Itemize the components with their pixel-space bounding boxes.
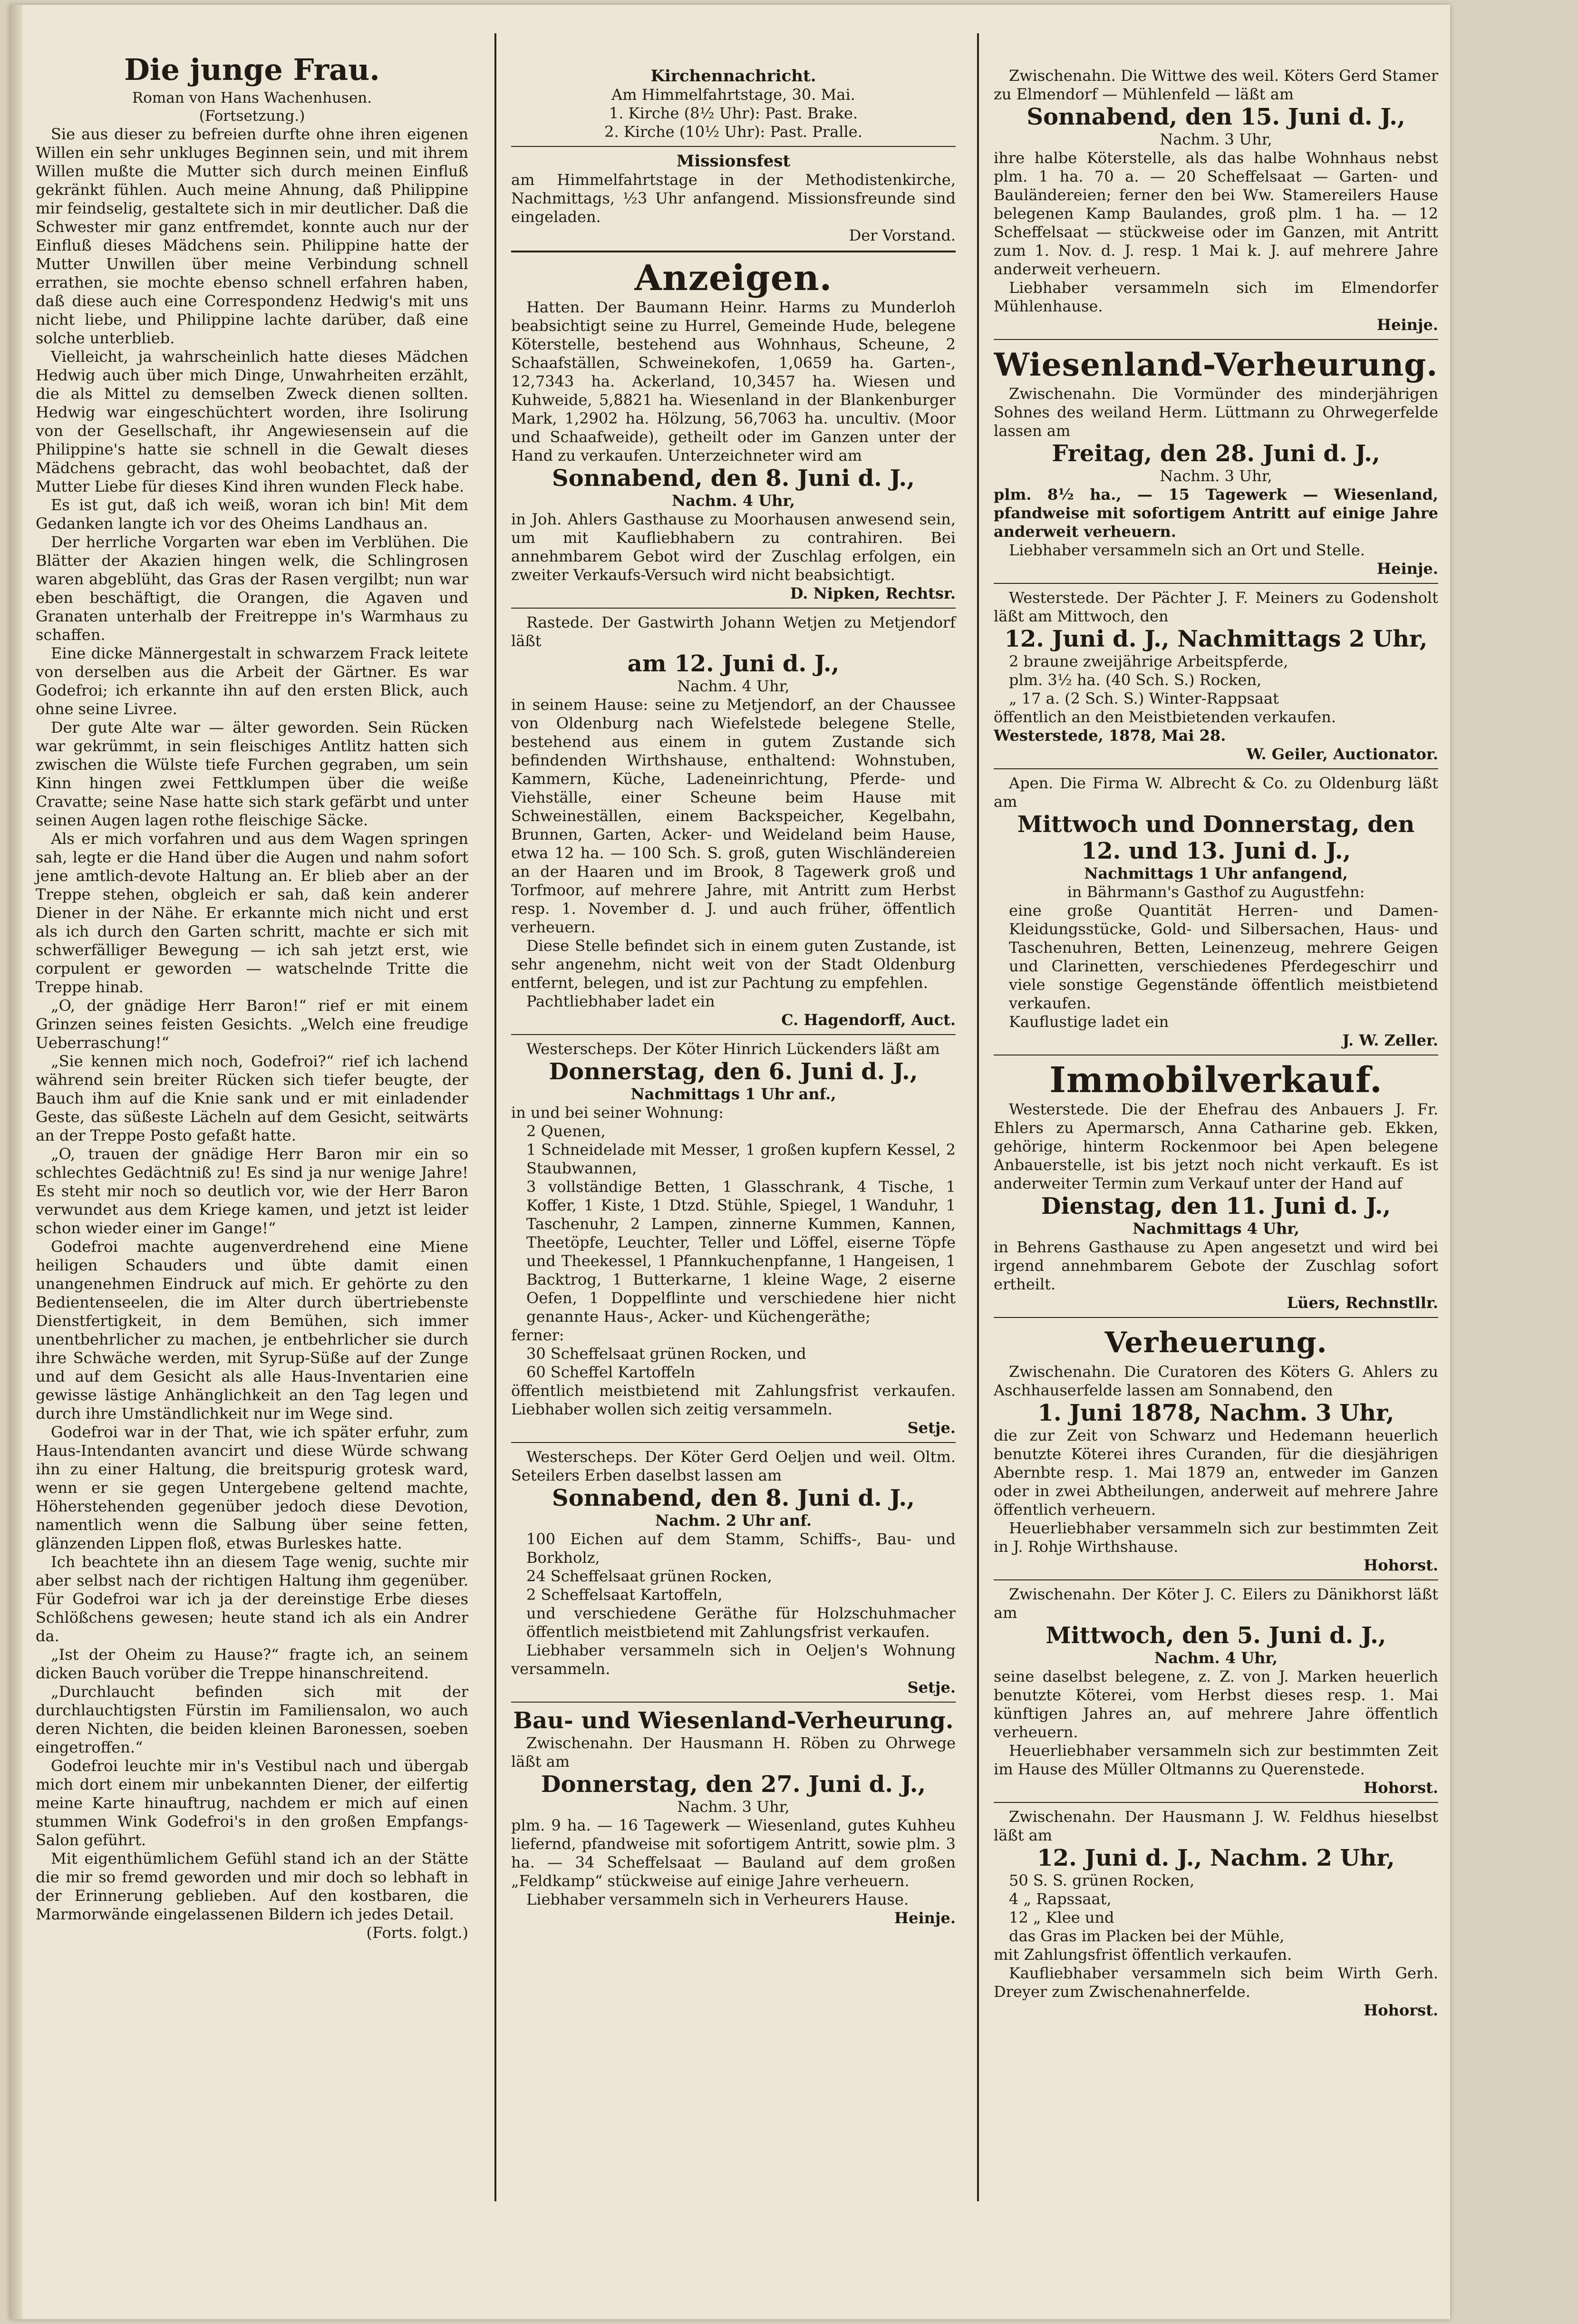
ad-list-item: 2 braune zweijährige Arbeitspferde, xyxy=(1009,652,1288,670)
ad-date: 1. Juni 1878, Nachm. 3 Uhr, xyxy=(1037,1400,1394,1426)
ad-text: Liebhaber versammeln sich im Elmendorfer Mühlenhause. xyxy=(994,279,1438,315)
ad-text: Kauflustige ladet ein xyxy=(1009,1013,1169,1031)
ad-text: öffentlich meistbietend mit Zahlungsfrist verkaufen. Liebhaber wollen sich zeitig versammeln. xyxy=(511,1382,956,1418)
ad-text: Westerscheps. Der Köter Gerd Oeljen und weil. Oltm. Seteilers Erben daselbst lassen am xyxy=(511,1448,956,1484)
ad-list-item: und verschiedene Geräthe für Holzschuhmacher öffentlich meistbietend mit Zahlungsfrist verkaufen. xyxy=(526,1604,956,1641)
ad-text: öffentlich an den Meistbietenden verkaufen. xyxy=(994,708,1336,726)
ad-date: Sonnabend, den 8. Juni d. J., xyxy=(552,465,915,492)
story-paragraph: Als er mich vorfahren und aus dem Wagen springen sah, legte er die Hand über die Augen und nahm sofort jene amtlich-devote Haltung an. Er blieb aber an der Treppe stehen, obgleich er sah, daß kein anderer Diener in der Nähe. Er erkannte mich nicht und erst als ich durch den Garten schritt, machte er sich mit schwerfälliger Bewegung — ich sah jetzt erst, wie corpulent er geworden — watschelnde Tritte die Treppe hinab. xyxy=(36,830,468,996)
ad-text: Zwischenahn. Der Hausmann J. W. Feldhus hieselbst läßt am xyxy=(994,1808,1438,1844)
story-paragraph: Godefroi machte augenverdrehend eine Miene heiligen Schauders und übte damit einen unangenehmen Eindruck auf mich. Er gehörte zu den Bedientenseelen, die im Alter durch übertriebenste Dienstfertigkeit, in dem Bemühen, sich immer unentbehrlicher zu machen, je entbehrlicher sie durch ihre Schwäche werden, mit Syrup-Süße auf der Zunge und auf dem Gesicht als alle Haus-Inventarien eine gewisse lästige Anhänglichkeit an den Tag legen und durch ihre Umständlichkeit nur im Wege sind. xyxy=(36,1238,468,1423)
ad-text: Zwischenahn. Der Köter J. C. Eilers zu Dänikhorst läßt am xyxy=(994,1585,1438,1622)
ad-date: Sonnabend, den 8. Juni d. J., xyxy=(552,1485,915,1511)
ad-signature: D. Nipken, Rechtsr. xyxy=(790,584,956,602)
story-paragraph: „O, trauen der gnädige Herr Baron mir ein so schlechtes Gedächtniß zu! Es sind ja nur wenige Jahre! Es steht mir noch so deutlich vor, wie der Herr Baron verwundet aus dem Kriege kamen, und jetzt ist leider schon wieder einer im Gange!“ xyxy=(36,1145,468,1237)
ad-time: Nachm. 3 Uhr, xyxy=(677,1798,790,1816)
ad-zwischenahn-stamer xyxy=(994,67,1438,334)
story-paragraph: Eine dicke Männergestalt in schwarzem Frack leitete von derselben aus die Arbeit der Gärtner. Es war Godefroi; ich erkannte ihn auf den ersten Blick, auch ohne seine Livree. xyxy=(36,644,468,718)
mission-text: am Himmelfahrtstage in der Methodistenkirche, Nachmittags, ½3 Uhr anfangend. Missionsfreunde sind eingeladen. xyxy=(511,171,956,226)
story-paragraph: Ich beachtete ihn an diesem Tage wenig, suchte mir aber selbst nach der richtigen Haltung ihm gegenüber. Für Godefroi war ich ja der dereinstige Erbe dieses Schlößchens gewesen; heute stand ich als ein Andrer da. xyxy=(36,1553,468,1645)
ad-date: Sonnabend, den 15. Juni d. J., xyxy=(1026,104,1405,130)
ad-list-item: 60 Scheffel Kartoffeln xyxy=(526,1363,696,1381)
ad-time: Nachmittags 4 Uhr, xyxy=(1133,1220,1299,1238)
ad-date: 12. Juni d. J., Nachmittags 2 Uhr, xyxy=(1004,626,1428,652)
church-line: 2. Kirche (10½ Uhr): Past. Pralle. xyxy=(604,123,862,141)
divider xyxy=(511,1702,956,1703)
ad-signature: Setje. xyxy=(907,1419,956,1437)
ad-hatten xyxy=(511,298,956,603)
ad-text: Zwischenahn. Die Curatoren des Köters G. Ahlers zu Aschhauserfelde lassen am Sonnabend, den xyxy=(994,1363,1438,1399)
story-end-note: (Forts. folgt.) xyxy=(366,1924,468,1942)
ad-signature: W. Geiler, Auctionator. xyxy=(1246,745,1438,763)
ad-signature: Setje. xyxy=(907,1678,956,1696)
church-notice-title: Kirchennachricht. xyxy=(650,67,816,86)
ad-text: die zur Zeit von Schwarz und Hedemann heuerlich benutzte Köterei ihres Curanden, für die diesjährigen Abernbte resp. 1. Mai 1879 an, entweder im Ganzen oder in zwei Abtheilungen, anderweit auf mehrere Jahre öffentlich verheuern. xyxy=(994,1426,1438,1519)
ad-list-item: 12 „ Klee und xyxy=(1009,1908,1114,1927)
ad-heading: Wiesenland-Verheurung. xyxy=(994,346,1438,383)
ad-time: Nachmittags 1 Uhr anfangend, xyxy=(1084,864,1348,882)
ad-list-item: 50 S. S. grünen Rocken, xyxy=(1009,1871,1195,1889)
story-body xyxy=(36,125,468,1924)
ad-list-item: 2 Quenen, xyxy=(526,1122,606,1140)
divider xyxy=(994,1317,1438,1318)
ad-text: Liebhaber versammeln sich in Verheurers Hause. xyxy=(526,1890,909,1908)
story-paragraph: Godefroi war in der That, wie ich später erfuhr, zum Haus-Intendanten avancirt und diese Würde schwang ihn zu einer Haltung, die breitspurig grotesk ward, wenn er sie gegen Untergebene geltend machte, Höherstehenden gegenüber jedoch diese Devotion, namentlich wenn die Salbung über seine fetten, glänzenden Lippen floß, etwas Burleskes hatte. xyxy=(36,1423,468,1552)
ad-text: Zwischenahn. Die Wittwe des weil. Köters Gerd Stamer zu Elmendorf — Mühlenfeld — läßt am xyxy=(994,67,1438,103)
divider xyxy=(511,608,956,609)
ads-heading: Anzeigen. xyxy=(634,258,833,299)
ad-text: Westerstede. Der Pächter J. F. Meiners zu Godensholt läßt am Mittwoch, den xyxy=(994,589,1438,625)
ad-signature: C. Hagendorff, Auct. xyxy=(781,1011,956,1029)
ad-date: am 12. Juni d. J., xyxy=(627,650,840,677)
ad-zwischenahn-roeben xyxy=(511,1707,956,1927)
ad-signature: Hohorst. xyxy=(1364,1779,1438,1797)
ad-time: Nachm. 4 Uhr, xyxy=(677,677,790,695)
ad-rastede xyxy=(511,613,956,1029)
story-subtitle: Roman von Hans Wachenhusen. xyxy=(132,89,372,107)
ad-apen-albrecht xyxy=(994,774,1438,1050)
ad-date: Mittwoch und Donnerstag, den 12. und 13. Juni d. J., xyxy=(1017,811,1415,864)
ad-text: in und bei seiner Wohnung: xyxy=(511,1104,724,1122)
ad-text: plm. 9 ha. — 16 Tagewerk — Wiesenland, gutes Kuhheu liefernd, pfandweise mit sofortigem Antritt, sowie plm. 3 ha. — 34 Scheffelsaat — Bauland auf dem großen „Feldkamp“ stückweise auf einige Jahre verheuern. xyxy=(511,1816,956,1890)
ad-heading: Bau- und Wiesenland-Verheurung. xyxy=(513,1707,954,1734)
ad-wiesenland-verheurung xyxy=(994,345,1438,578)
divider xyxy=(511,251,956,252)
story-paragraph: Vielleicht, ja wahrscheinlich hatte dieses Mädchen Hedwig auch über mich Dinge, Unwahrheiten erzählt, die als Mittel zu demselben Zweck dienen sollten. Hedwig war eingeschüchtert worden, ihre Isolirung von der Gesellschaft, ihr Angewiesensein auf die Philippine's hatte sie schnell in die Gewalt dieses Mädchens gebracht, das wohl beobachtet, daß der Mutter Liebe für dieses Kind ihren wunden Fleck habe. xyxy=(36,348,468,495)
column-serial-story xyxy=(14,5,478,2319)
ad-text: Westerscheps. Der Köter Hinrich Lückenders läßt am xyxy=(526,1040,940,1058)
ad-text: Zwischenahn. Der Hausmann H. Röben zu Ohrwege läßt am xyxy=(511,1734,956,1771)
ad-text: plm. 8½ ha., — 15 Tagewerk — Wiesenland, pfandweise mit sofortigem Antritt auf einige Jahre anderweit verheuern. xyxy=(994,485,1438,541)
ad-text: ferner: xyxy=(511,1326,564,1344)
ad-heading: Immobilverkauf. xyxy=(1049,1060,1383,1101)
ad-text: ihre halbe Köterstelle, als das halbe Wohnhaus nebst plm. 1 ha. 70 a. — 20 Scheffelsaat — Garten- und Bauländereien; ferner den bei Ww. Stamereilers Hause belegenen Kamp Baulandes, groß plm. 1 ha. — 12 Scheffelsaat — stückweise oder im Ganzen, mit Antritt zum 1. Nov. d. J. resp. 1 Mai k. J. auf mehrere Jahre anderweit verheuern. xyxy=(994,149,1438,278)
ad-verheuerung-ahlers xyxy=(994,1323,1438,1575)
ad-text: Kaufliebhaber versammeln sich beim Wirth Gerh. Dreyer zum Zwischenahnerfelde. xyxy=(994,1964,1438,2001)
ad-text: Hatten. Der Baumann Heinr. Harms zu Munderloh beabsichtigt seine zu Hurrel, Gemeinde Hude, belegene Köterstelle, bestehend aus Wohnhaus, Scheune, 2 Schaafställen, Schweinekofen, 1,0659 ha. Garten-, 12,7343 ha. Ackerland, 10,3457 ha. Wiesen und Kuhweide, 5,8821 ha. Wiesenland in der Blankenburger Mark, 1,2902 ha. Hölzung, 56,7063 ha. uncultiv. (Moor und Schaafweide), getheilt oder im Ganzen unter der Hand zu verkaufen. Unterzeichneter wird am xyxy=(511,298,956,465)
ad-list-item: 24 Scheffelsaat grünen Rocken, xyxy=(526,1567,772,1585)
ad-date: Donnerstag, den 27. Juni d. J., xyxy=(541,1771,926,1798)
ad-signature: Heinje. xyxy=(1376,316,1438,334)
ad-time: Nachm. 3 Uhr, xyxy=(1160,130,1272,148)
ad-text: Liebhaber versammeln sich an Ort und Stelle. xyxy=(1009,541,1365,559)
ad-text: mit Zahlungsfrist öffentlich verkaufen. xyxy=(994,1946,1292,1964)
ad-list-item: plm. 3½ ha. (40 Sch. S.) Rocken, xyxy=(1009,671,1262,689)
ad-date: Mittwoch, den 5. Juni d. J., xyxy=(1046,1622,1386,1649)
ad-text: Zwischenahn. Die Vormünder des minderjährigen Sohnes des weiland Herm. Lüttmann zu Ohrwegerfelde lassen am xyxy=(994,385,1438,440)
ad-signature: Hohorst. xyxy=(1364,1556,1438,1574)
newspaper-page xyxy=(10,5,1450,2319)
ad-heading: Verheuerung. xyxy=(1104,1326,1327,1359)
ad-list-item: 3 vollständige Betten, 1 Glasschrank, 4 Tische, 1 Koffer, 1 Kiste, 1 Dtzd. Stühle, Spiegel, 1 Wanduhr, 1 Taschenuhr, 2 Lampen, zinnerne Kummen, Kannen, Theetöpfe, Leuchter, Teller und Löffel, eiserne Töpfe und Theekessel, 1 Pfannkuchenpfanne, 1 Hangeisen, 1 Backtrog, 1 Butterkarne, 1 kleine Wage, 2 eiserne Oefen, 1 Doppelflinte und verschiedene hier nicht genannte Haus-, Acker- und Küchengeräthe; xyxy=(526,1178,956,1326)
divider xyxy=(511,146,956,147)
ad-text: Heuerliebhaber versammeln sich zur bestimmten Zeit in J. Rohje Wirthshause. xyxy=(994,1519,1438,1556)
story-paragraph: Mit eigenthümlichem Gefühl stand ich an der Stätte die mir so fremd geworden und mir doch so lebhaft in der Erinnerung geblieben. Auf den kostbaren, die Marmorwände eingelassenen Bildern ich jedes Detail. xyxy=(36,1850,468,1923)
ad-list-item: 2 Scheffelsaat Kartoffeln, xyxy=(526,1586,723,1604)
ad-text: eine große Quantität Herren- und Damen-Kleidungsstücke, Gold- und Silbersachen, Haus- und Taschenuhren, Betten, Leinenzeug, mehrere Geigen und Clarinetten, verschiedenes Pferdegeschirr und viele sonstige Gegenstände öffentlich meistbietend verkaufen. xyxy=(1009,901,1438,1012)
ad-text: in Bährmann's Gasthof zu Augustfehn: xyxy=(1067,883,1365,901)
ad-signature: Hohorst. xyxy=(1364,2001,1438,2019)
mission-signature: Der Vorstand. xyxy=(849,226,956,244)
column-rule xyxy=(977,33,979,2201)
ad-text: in Behrens Gasthause zu Apen angesetzt und wird bei irgend annehmbarem Gebote der Zuschlag sofort ertheilt. xyxy=(994,1238,1438,1293)
divider xyxy=(511,1442,956,1443)
ad-text: seine daselbst belegene, z. Z. von J. Marken heuerlich benutzte Köterei, vom Herbst dieses resp. 1. Mai künftigen Jahres an, auf mehrere Jahre öffentlich verheuern. xyxy=(994,1667,1438,1741)
ad-signature: Lüers, Rechnstllr. xyxy=(1287,1294,1438,1312)
ad-time: Nachm. 4 Uhr, xyxy=(1154,1649,1278,1667)
ad-place-date: Westerstede, 1878, Mai 28. xyxy=(994,726,1226,745)
divider xyxy=(994,768,1438,769)
column-ads xyxy=(984,5,1448,2319)
ad-list-item: 4 „ Rapssaat, xyxy=(1009,1890,1112,1908)
ad-text: Heuerliebhaber versammeln sich zur bestimmten Zeit im Hause des Müller Oltmanns zu Querenstede. xyxy=(994,1742,1438,1778)
ad-signature: Heinje. xyxy=(894,1909,956,1927)
ad-text: in seinem Hause: seine zu Metjendorf, an der Chaussee von Oldenburg nach Wiefelstede belegene Stelle, bestehend aus einem in gutem Zustande sich befindenden Wirthshause, enthaltend: Wohnstuben, Kammern, Küche, Ladeneinrichtung, Pferde- und Viehställe, einer Scheune beim Hause mit Schweineställen, einem Backspeicher, Kegelbahn, Brunnen, Garten, Acker- und Weideland beim Hause, etwa 12 ha. — 100 Sch. S. groß, guten Wischländereien an der Haaren und im Brook, 8 Tagewerk groß und Torfmoor, auf mehrere Jahre, mit Antritt zum Herbst resp. 1. November d. J. und auch früher, öffentlich verheuern. xyxy=(511,696,956,936)
ad-zwischenahn-eilers xyxy=(994,1585,1438,1797)
ad-date: 12. Juni d. J., Nachm. 2 Uhr, xyxy=(1037,1845,1395,1871)
church-line: 1. Kirche (8½ Uhr): Past. Brake. xyxy=(609,104,858,122)
ad-list-item: 100 Eichen auf dem Stamm, Schiffs-, Bau- und Borkholz, xyxy=(526,1530,956,1567)
ad-text: Liebhaber versammeln sich in Oeljen's Wohnung versammeln. xyxy=(511,1641,956,1678)
ad-text: Apen. Die Firma W. Albrecht & Co. zu Oldenburg läßt am xyxy=(994,774,1438,811)
ad-signature: J. W. Zeller. xyxy=(1342,1031,1438,1049)
story-title: Die junge Frau. xyxy=(124,52,380,87)
story-paragraph: Der gute Alte war — älter geworden. Sein Rücken war gekrümmt, in sein fleischiges Antlitz hatten sich zwischen die Wülste tiefe Furchen gegraben, um sein Kinn hingen zwei Fettklumpen über die weiße Cravatte; seine Nase hatte sich stark gefärbt und unter seinen Augen lagen rothe fleischige Säcke. xyxy=(36,718,468,829)
ad-westerstede-meiners xyxy=(994,589,1438,764)
ad-list-item: 1 Schneidelade mit Messer, 1 großen kupfern Kessel, 2 Staubwannen, xyxy=(526,1141,956,1177)
church-line: Am Himmelfahrtstage, 30. Mai. xyxy=(611,86,855,104)
ad-time: Nachm. 2 Uhr anf. xyxy=(655,1511,812,1530)
ad-date: Dienstag, den 11. Juni d. J., xyxy=(1041,1193,1391,1220)
divider xyxy=(994,583,1438,584)
story-paragraph: Es ist gut, daß ich weiß, woran ich bin! Mit dem Gedanken langte ich vor des Oheims Landhaus an. xyxy=(36,496,468,533)
ad-zwischenahn-feldhus xyxy=(994,1808,1438,2020)
ad-text: Pachtliebhaber ladet ein xyxy=(526,992,715,1010)
divider xyxy=(994,1579,1438,1580)
ad-date: Freitag, den 28. Juni d. J., xyxy=(1052,440,1380,467)
ad-signature: Heinje. xyxy=(1376,560,1438,578)
ad-list-item: 30 Scheffelsaat grünen Rocken, und xyxy=(526,1345,806,1363)
story-continuation: (Fortsetzung.) xyxy=(199,107,305,125)
story-paragraph: Der herrliche Vorgarten war eben im Verblühen. Die Blätter der Akazien hingen welk, die Schlingrosen waren abgeblüht, das Gras der Rasen vergilbt; nun war eben beschäftigt, die Orangen, die Agaven und Granaten unterhalb der Freitreppe in's Warmhaus zu schaffen. xyxy=(36,533,468,644)
ad-list-item: das Gras im Placken bei der Mühle, xyxy=(1009,1927,1285,1945)
ad-text: Diese Stelle befindet sich in einem guten Zustande, ist sehr angenehm, nicht weit von der Stadt Oldenburg entfernt, belegen, und ist zur Pachtung zu empfehlen. xyxy=(511,937,956,992)
column-church-and-ads xyxy=(502,5,965,2319)
ad-westerscheps-2 xyxy=(511,1448,956,1697)
ad-text: in Joh. Ahlers Gasthause zu Moorhausen anwesend sein, um mit Kaufliebhabern zu contrahiren. Bei annehmbarem Gebot wird der Zuschlag erfolgen, ein zweiter Verkaufs-Versuch wird nicht beabsichtigt. xyxy=(511,510,956,584)
ad-text: Rastede. Der Gastwirth Johann Wetjen zu Metjendorf läßt xyxy=(511,613,956,650)
ad-time: Nachm. 4 Uhr, xyxy=(671,492,795,510)
ad-list-item: „ 17 a. (2 Sch. S.) Winter-Rappsaat xyxy=(1009,689,1279,707)
story-paragraph: „O, der gnädige Herr Baron!“ rief er mit einem Grinzen seines feisten Gesichts. „Welch eine freudige Ueberraschung!“ xyxy=(36,997,468,1052)
ad-immobilverkauf xyxy=(994,1060,1438,1312)
column-rule xyxy=(494,33,496,2201)
ad-date: Donnerstag, den 6. Juni d. J., xyxy=(549,1058,918,1085)
divider xyxy=(994,1802,1438,1803)
ad-time: Nachmittags 1 Uhr anf., xyxy=(630,1085,836,1103)
story-paragraph: Sie aus dieser zu befreien durfte ohne ihren eigenen Willen ein sehr unkluges Beginnen sein, und mit ihrem Willen mußte die Mutter sich durch meinen Einfluß gekränkt fühlen. Auch meine Ahnung, daß Philippine mir feindselig, gestaltete sich in mir deutlicher. Daß die Schwester mir ganz entfremdet, konnte auch nur der Einfluß dieses Mädchens sein. Philippine hatte der Mutter Unwillen über meine Verbindung schnell errathen, sie mochte ebenso schnell erfahren haben, daß diese auch eine Correspondenz Hedwig's mit uns nicht liebe, und Philippine lachte darüber, daß eine solche unterblieb. xyxy=(36,125,468,347)
divider xyxy=(994,339,1438,340)
story-paragraph: „Ist der Oheim zu Hause?“ fragte ich, an seinem dicken Bauch vorüber die Treppe hinanschreitend. xyxy=(36,1646,468,1682)
ad-text: Westerstede. Die der Ehefrau des Anbauers J. Fr. Ehlers zu Apermarsch, Anna Catharine geb. Ekken, gehörige, hinterm Rockenmoor bei Apen belegene Anbauerstelle, ist bis jetzt noch nicht verkauft. Es ist anderweiter Termin zum Verkauf unter der Hand auf xyxy=(994,1100,1438,1192)
story-paragraph: Godefroi leuchte mir in's Vestibul nach und übergab mich dort einem mir unbekannten Diener, der eilfertig meine Karte hinauftrug, nachdem er mich auf einen stummen Wink Godefroi's in den großen Empfangs-Salon geführt. xyxy=(36,1757,468,1849)
ad-time: Nachm. 3 Uhr, xyxy=(1160,467,1272,485)
story-paragraph: „Sie kennen mich noch, Godefroi?“ rief ich lachend während sein breiter Rücken sich tiefer beugte, der Bauch ihm auf die Knie sank und er mit einladender Geste, das süßeste Lächeln auf dem Gesicht, seitwärts an der Treppe Posto gefaßt hatte. xyxy=(36,1052,468,1144)
ad-westerscheps-1 xyxy=(511,1040,956,1437)
story-paragraph: „Durchlaucht befinden sich mit der durchlauchtigsten Fürstin im Familiensalon, wo auch deren Nichten, die beiden kleinen Baronessen, soeben eingetroffen.“ xyxy=(36,1683,468,1756)
mission-title: Missionsfest xyxy=(676,152,791,171)
divider xyxy=(511,1034,956,1035)
